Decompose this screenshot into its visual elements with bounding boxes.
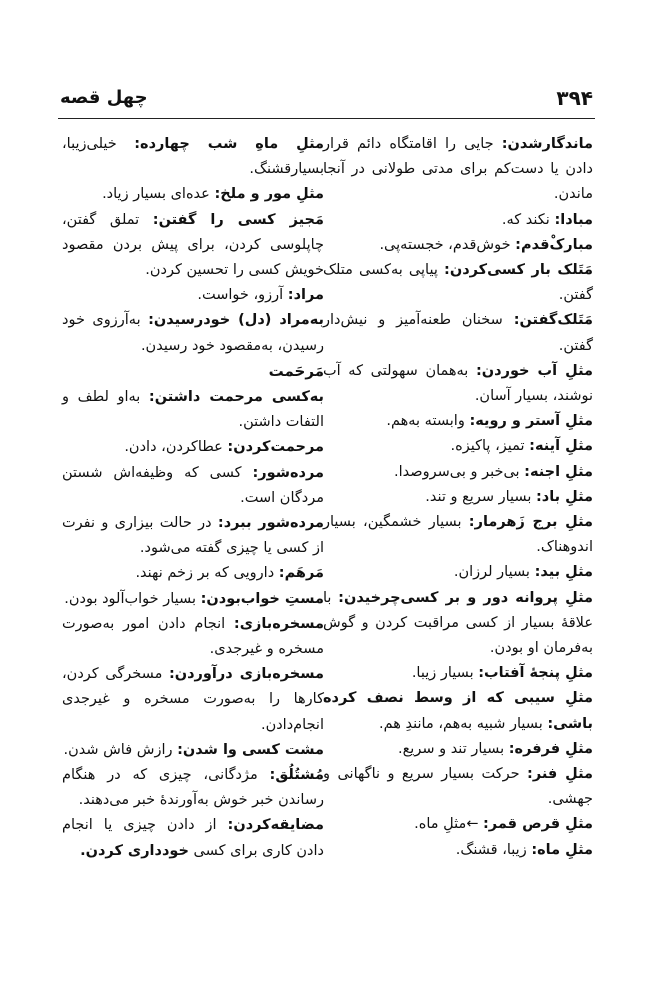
dictionary-entry (323, 560, 593, 585)
entry-headword: مثلِ آینه: (529, 438, 593, 455)
page-header (60, 84, 593, 112)
dictionary-entry (62, 612, 324, 662)
entry-headword: مَرهَم: (278, 565, 324, 582)
dictionary-entry (62, 435, 324, 460)
entry-definition: در حالت بیزاری و نفرت از کسی یا چیزی گفته می‌شود. (62, 515, 324, 557)
entry-headword: مثلِ مور و ملخ: (214, 186, 324, 203)
entry-headword: مسخره‌بازی: (233, 615, 324, 632)
dictionary-entry (323, 661, 593, 686)
entry-headword: مَتَلک‌گفتن: (513, 312, 593, 329)
dictionary-entry (62, 208, 324, 284)
entry-definition: وابسته به‌هم. (386, 413, 470, 430)
entry-definition: آرزو، خواست. (197, 287, 288, 304)
entry-definition: عطاکردن، دادن. (124, 439, 228, 456)
entry-headword: مرده‌شور ببرد: (217, 515, 325, 532)
dictionary-entry (323, 460, 593, 485)
entry-definition: بسیار شبیه به‌هم، مانندِ هم. (378, 715, 548, 732)
entry-definition: ←مثلِ ماه. (414, 816, 483, 833)
dictionary-entry (62, 561, 324, 586)
dictionary-entry (323, 762, 593, 812)
entry-headword: مبادا: (554, 211, 593, 228)
entry-headword: مثلِ آب خوردن: (475, 362, 594, 379)
entry-headword: مثلِ پروانه دور و بر کسی‌چرخیدن: (338, 589, 593, 606)
entry-headword: مثلِ اجنه: (524, 463, 593, 480)
dictionary-entry (323, 485, 593, 510)
page-number: ۳۹۴ (556, 86, 593, 110)
entry-emphasis: خودداری کردن. (80, 842, 189, 859)
entry-definition: انجام دادن امور به‌صورت مسخره و غیرجدی. (62, 615, 324, 658)
entry-definition: از دادن چیزی یا انجام دادن کاری برای کسی (62, 817, 324, 859)
entry-definition: مسخرگی کردن، کارها را به‌صورت مسخره و غیرجدی انجام‌دادن. (62, 666, 324, 733)
dictionary-entry (62, 813, 324, 863)
dictionary-entry (323, 434, 593, 459)
entry-headword: مثلِ پنجهٔ آفتاب: (478, 665, 593, 682)
entry-headword: مُشتُلُق: (269, 767, 324, 784)
entry-headword: مثلِ باد: (535, 488, 593, 505)
entry-definition: به‌همان سهولتی که آب نوشند، بسیار آسان. (323, 362, 593, 405)
dictionary-entry (62, 385, 324, 435)
entry-headword: مَجیز کسی را گفتن: (152, 211, 324, 228)
entry-definition: به‌آرزوی خود رسیدن، به‌مقصود خود رسیدن. (62, 312, 324, 354)
entry-headword: مَرحَمت (268, 361, 324, 380)
dictionary-entry (62, 308, 324, 358)
dictionary-entry (323, 258, 593, 308)
dictionary-entry (323, 233, 593, 258)
entry-definition: پیاپی به‌کسی متلک گفتن. (323, 262, 593, 304)
dictionary-entry (323, 359, 593, 409)
entry-definition: سخنان طعنه‌آمیز و نیش‌دار گفتن. (323, 312, 593, 354)
entry-definition: دارویی که بر زخم نهند. (135, 565, 279, 582)
entry-headword: مضایقه‌کردن: (227, 817, 324, 834)
entry-definition: تمیز، پاکیزه. (450, 438, 530, 455)
dictionary-entry (62, 763, 324, 813)
entry-headword: مسخره‌بازی درآوردن: (168, 666, 324, 683)
entry-definition: با علاقهٔ بسیار از کسی مراقبت کردن و گوش به‌فرمان او بودن. (323, 589, 593, 657)
entry-definition: جایی را اقامتگاه دائم قرار دادن یا دست‌کم برای مدتی طولانی در آنجا ماندن. (323, 136, 593, 203)
right-column (323, 132, 593, 863)
dictionary-entry (323, 838, 593, 863)
entry-headword: مثلِ سیبی که از وسط نصف کرده باشی: (323, 690, 593, 732)
entry-definition: نکند که. (501, 211, 555, 228)
dictionary-entry (323, 132, 593, 208)
entry-definition: بسیار سریع و تند. (425, 488, 536, 505)
dictionary-entry (62, 182, 324, 207)
entry-headword: مثلِ ماه: (531, 841, 593, 858)
entry-headword: مرده‌شور: (252, 464, 324, 481)
entry-definition: به‌او لطف و التفات داشتن. (62, 389, 324, 431)
entry-definition: بسیار زیبا. (411, 665, 479, 682)
entry-definition: حرکت بسیار سریع و ناگهانی و جهشی. (323, 766, 593, 808)
entry-definition: بی‌خبر و بی‌سروصدا. (394, 463, 525, 480)
entry-headword: مَتَلک بار کسی‌کردن: (444, 262, 594, 279)
dictionary-entry (323, 208, 593, 233)
entry-headword: مراد: (287, 287, 324, 304)
entry-headword: مبارکْ‌قدم: (515, 236, 593, 253)
entry-definition: بسیار خشمگین، بسیار اندوهناک. (323, 514, 593, 556)
entry-headword: به‌مراد (دل) خود‌رسیدن: (148, 312, 324, 329)
dictionary-entry (62, 662, 324, 738)
dictionary-entry (323, 686, 593, 736)
entry-headword: به‌کسی مرحمت داشتن: (148, 389, 324, 406)
entry-definition: کسی که وظیفه‌اش شستن مردگان است. (62, 464, 324, 506)
entry-headword: مثلِ ماهِ شب چهارده: (134, 136, 324, 152)
entry-definition: عده‌ای بسیار زیاد. (102, 186, 215, 203)
dictionary-entry (323, 510, 593, 560)
entry-definition: تملق گفتن، چاپلوسی کردن، برای پیش بردن مقصود خویش کسی را تحسین کردن. (62, 211, 324, 279)
entry-definition: بسیار لرزان. (453, 564, 535, 581)
dictionary-entry (62, 461, 324, 511)
dictionary-subheading (62, 359, 324, 385)
entry-definition: رازش فاش شدن. (63, 741, 178, 758)
entry-definition: زیبا، قشنگ. (455, 841, 532, 858)
dictionary-entry (62, 132, 324, 182)
entry-headword: مثلِ بید: (534, 564, 593, 581)
running-title: چهل قصه (60, 87, 148, 108)
entry-headword: مستِ خواب‌بودن: (200, 590, 324, 607)
entry-headword: مثلِ فرفره: (508, 740, 593, 757)
dictionary-entry (62, 738, 324, 763)
entry-headword: ماندگارشدن: (501, 136, 593, 152)
entry-headword: مشت کسی وا شدن: (177, 741, 324, 758)
dictionary-entry (323, 737, 593, 762)
dictionary-entry (62, 587, 324, 612)
dictionary-entry (62, 283, 324, 308)
dictionary-entry (62, 511, 324, 561)
dictionary-entry (323, 812, 593, 837)
entry-headword: مثلِ فنر: (527, 766, 594, 783)
entry-definition: بسیار تند و سریع. (397, 740, 509, 757)
dictionary-entry (323, 586, 593, 662)
dictionary-entry (323, 308, 593, 358)
entry-definition: خوش‌قدم، خجسته‌پی. (379, 236, 516, 253)
entry-headword: مثلِ برج زَهرمار: (468, 514, 593, 531)
entry-headword: مثلِ آستر و رویه: (469, 413, 593, 430)
entry-headword: مثلِ قرص قمر: (483, 816, 593, 833)
header-rule (58, 118, 595, 119)
entry-definition: بسیار خواب‌آلود بودن. (64, 590, 201, 607)
dictionary-entry (323, 409, 593, 434)
entry-definition: خیلی‌زیبا، بسیارقشنگ. (62, 136, 324, 178)
entry-headword: مرحمت‌کردن: (227, 439, 324, 456)
left-column (62, 132, 324, 864)
entry-definition: مژدگانی، چیزی که در هنگام رساندن خبر خوش به‌آورندهٔ خبر می‌دهند. (62, 767, 324, 809)
